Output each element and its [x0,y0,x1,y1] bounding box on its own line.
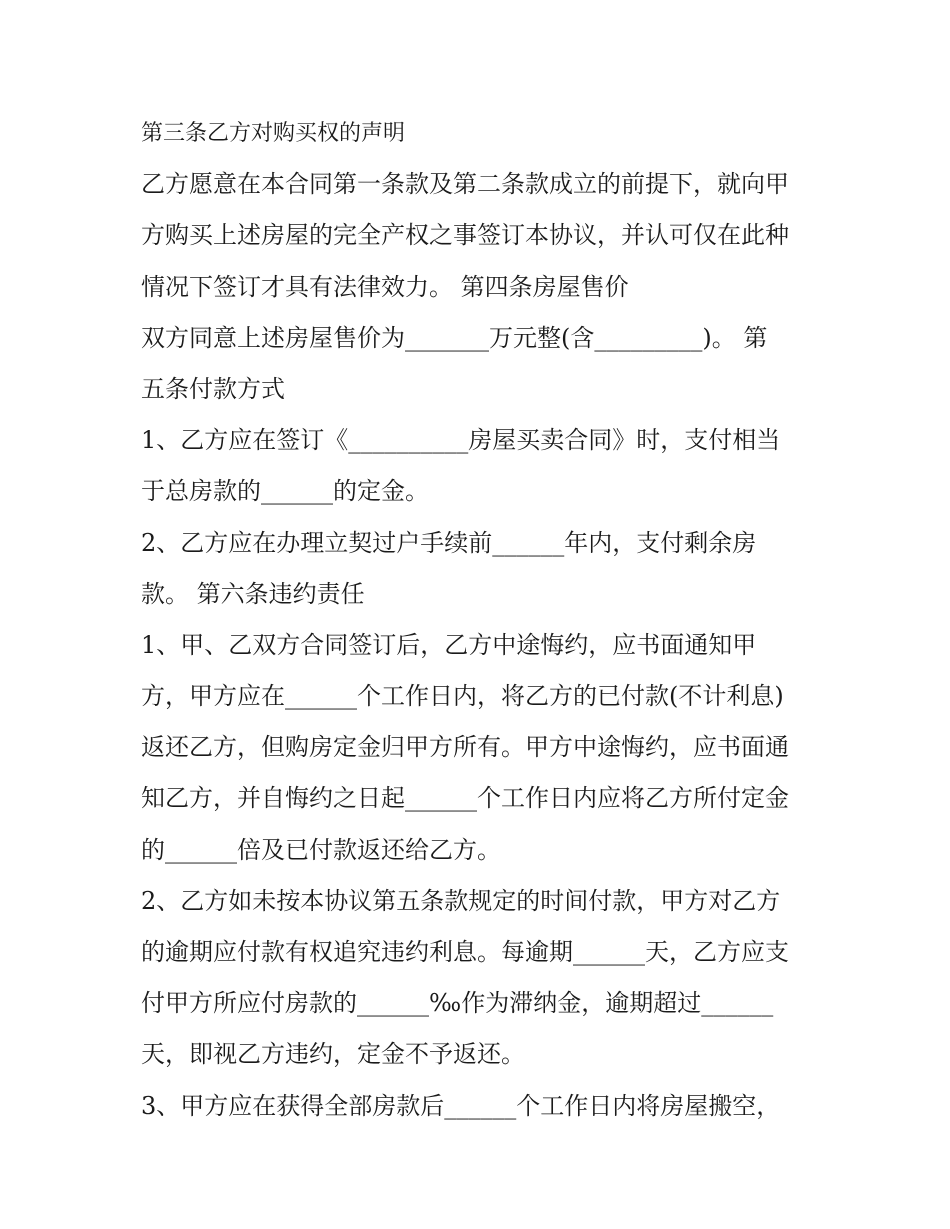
text-line: 天，即视乙方违约，定金不予返还。 [141,1040,525,1069]
text-line: 1、乙方应在签订《__________房屋买卖合同》时，支付相当 [141,426,781,455]
text-line: 付甲方所应付房款的______‰作为滞纳金，逾期超过______ [141,989,774,1018]
text-line: 五条付款方式 [141,374,285,403]
text-line: 1、甲、乙双方合同签订后，乙方中途悔约，应书面通知甲 [141,630,757,659]
text-line: 2、乙方应在办理立契过户手续前______年内，支付剩余房 [141,528,757,557]
text-line: 的______倍及已付款返还给乙方。 [141,835,501,864]
text-line: 方购买上述房屋的完全产权之事签订本协议，并认可仅在此种 [141,221,789,250]
text-line: 3、甲方应在获得全部房款后______个工作日内将房屋搬空， [141,1091,781,1120]
text-line: 返还乙方，但购房定金归甲方所有。甲方中途悔约，应书面通 [141,733,789,762]
text-line: 款。 第六条违约责任 [141,579,365,608]
text-line: 双方同意上述房屋售价为_______万元整(含_________)。 第 [141,323,768,352]
text-line: 于总房款的______的定金。 [141,477,429,506]
contract-text [141,108,821,1132]
text-line: 知乙方，并自悔约之日起______个工作日内应将乙方所付定金 [141,784,789,813]
text-line: 2、乙方如未按本协议第五条款规定的时间付款，甲方对乙方 [141,886,781,915]
text-line: 乙方愿意在本合同第一条款及第二条款成立的前提下，就向甲 [141,170,789,199]
article-heading-3: 第三条乙方对购买权的声明 [141,121,406,146]
text-line: 的逾期应付款有权追究违约利息。每逾期______天，乙方应支 [141,938,789,966]
text-line: 方，甲方应在______个工作日内，将乙方的已付款(不计利息) [141,682,784,711]
text-line: 情况下签订才具有法律效力。 第四条房屋售价 [141,272,629,301]
